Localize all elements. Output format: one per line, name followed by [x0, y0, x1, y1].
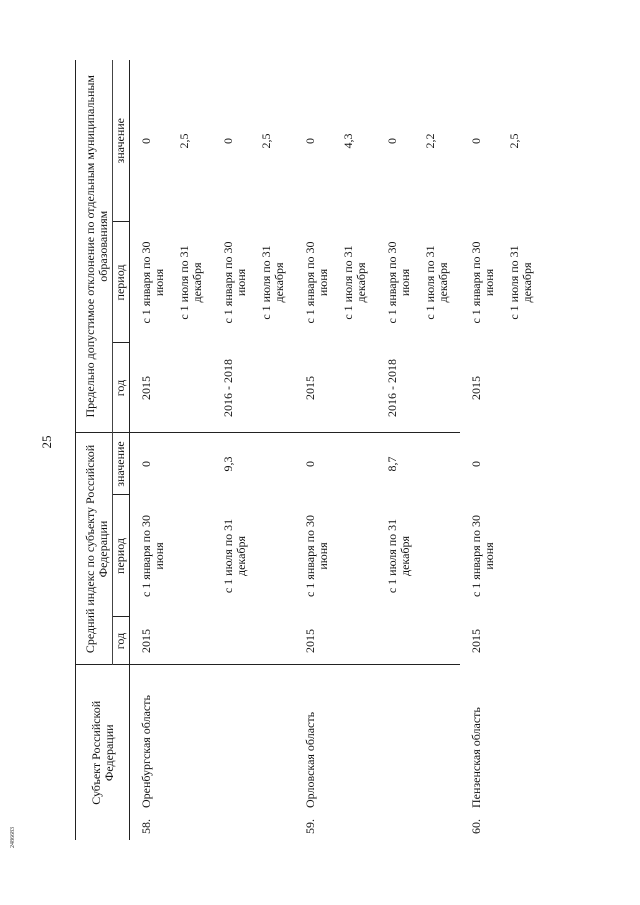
dev-value-1: 0	[139, 138, 153, 144]
document-code: 2486683	[10, 827, 16, 848]
row-number: 58.	[139, 819, 153, 834]
avg-period-2: с 1 июля по 31 декабря	[385, 518, 412, 594]
dev-period-1: с 1 января по 30 июня	[469, 241, 496, 324]
row-number: 59.	[303, 819, 317, 834]
rotated-table-stage	[75, 60, 535, 840]
avg-year: 2015	[303, 629, 317, 653]
header-dev-year: год	[113, 343, 130, 433]
avg-value-1: 0	[303, 461, 317, 467]
dev-period-3: с 1 января по 30 июня	[221, 241, 248, 324]
index-table	[75, 60, 130, 840]
dev-value-3: 0	[221, 138, 235, 144]
dev-value-3: 0	[385, 138, 399, 144]
region-name: Орловская область	[303, 711, 317, 808]
dev-period-2: с 1 июля по 31 декабря	[507, 245, 534, 320]
dev-period-2: с 1 июля по 31 декабря	[341, 245, 368, 320]
column-divider	[130, 664, 460, 665]
dev-period-3: с 1 января по 30 июня	[385, 241, 412, 324]
header-max-deviation: Предельно допустимое отклонение по отдельным муниципальным образованиям	[76, 60, 113, 433]
avg-period-2: с 1 июля по 31 декабря	[221, 518, 248, 594]
avg-period-1: с 1 января по 30 июня	[303, 514, 330, 598]
avg-value-1: 0	[469, 461, 483, 467]
dev-year-2: 2016 - 2018	[385, 359, 399, 417]
header-avg-year: год	[113, 617, 130, 665]
dev-value-1: 0	[469, 138, 483, 144]
dev-value-2: 2,5	[177, 133, 191, 149]
table-body	[130, 60, 534, 840]
dev-year-1: 2015	[469, 376, 483, 400]
region-name: Пензенская область	[469, 707, 483, 808]
header-region: Субъект Российской Федерации	[76, 665, 130, 840]
dev-year-1: 2015	[139, 376, 153, 400]
dev-value-2: 2,5	[507, 133, 521, 149]
dev-year-2: 2016 - 2018	[221, 359, 235, 417]
dev-period-2: с 1 июля по 31 декабря	[177, 245, 204, 320]
avg-period-1: с 1 января по 30 июня	[139, 514, 166, 598]
table-header	[76, 60, 130, 840]
avg-value-2: 9,3	[221, 456, 235, 472]
page-number: 25	[39, 435, 54, 449]
avg-year: 2015	[139, 629, 153, 653]
dev-value-2: 4,3	[341, 133, 355, 149]
avg-value-2: 8,7	[385, 456, 399, 472]
dev-year-1: 2015	[303, 376, 317, 400]
dev-period-4: с 1 июля по 31 декабря	[423, 245, 450, 320]
dev-period-1: с 1 января по 30 июня	[139, 241, 166, 324]
avg-value-1: 0	[139, 461, 153, 467]
header-avg-value: значение	[113, 433, 130, 495]
dev-period-4: с 1 июля по 31 декабря	[259, 245, 286, 320]
row-number: 60.	[469, 819, 483, 834]
dev-value-1: 0	[303, 138, 317, 144]
avg-period-1: с 1 января по 30 июня	[469, 514, 496, 598]
dev-value-4: 2,5	[259, 133, 273, 149]
header-dev-period: период	[113, 222, 130, 343]
header-avg-period: период	[113, 495, 130, 617]
region-name: Оренбургская область	[139, 695, 153, 808]
dev-period-1: с 1 января по 30 июня	[303, 241, 330, 324]
column-divider	[130, 432, 460, 433]
dev-value-4: 2,2	[423, 133, 437, 149]
header-dev-value: значение	[113, 60, 130, 222]
avg-year: 2015	[469, 629, 483, 653]
header-avg-index: Средний индекс по субъекту Российской Федерации	[76, 433, 113, 665]
